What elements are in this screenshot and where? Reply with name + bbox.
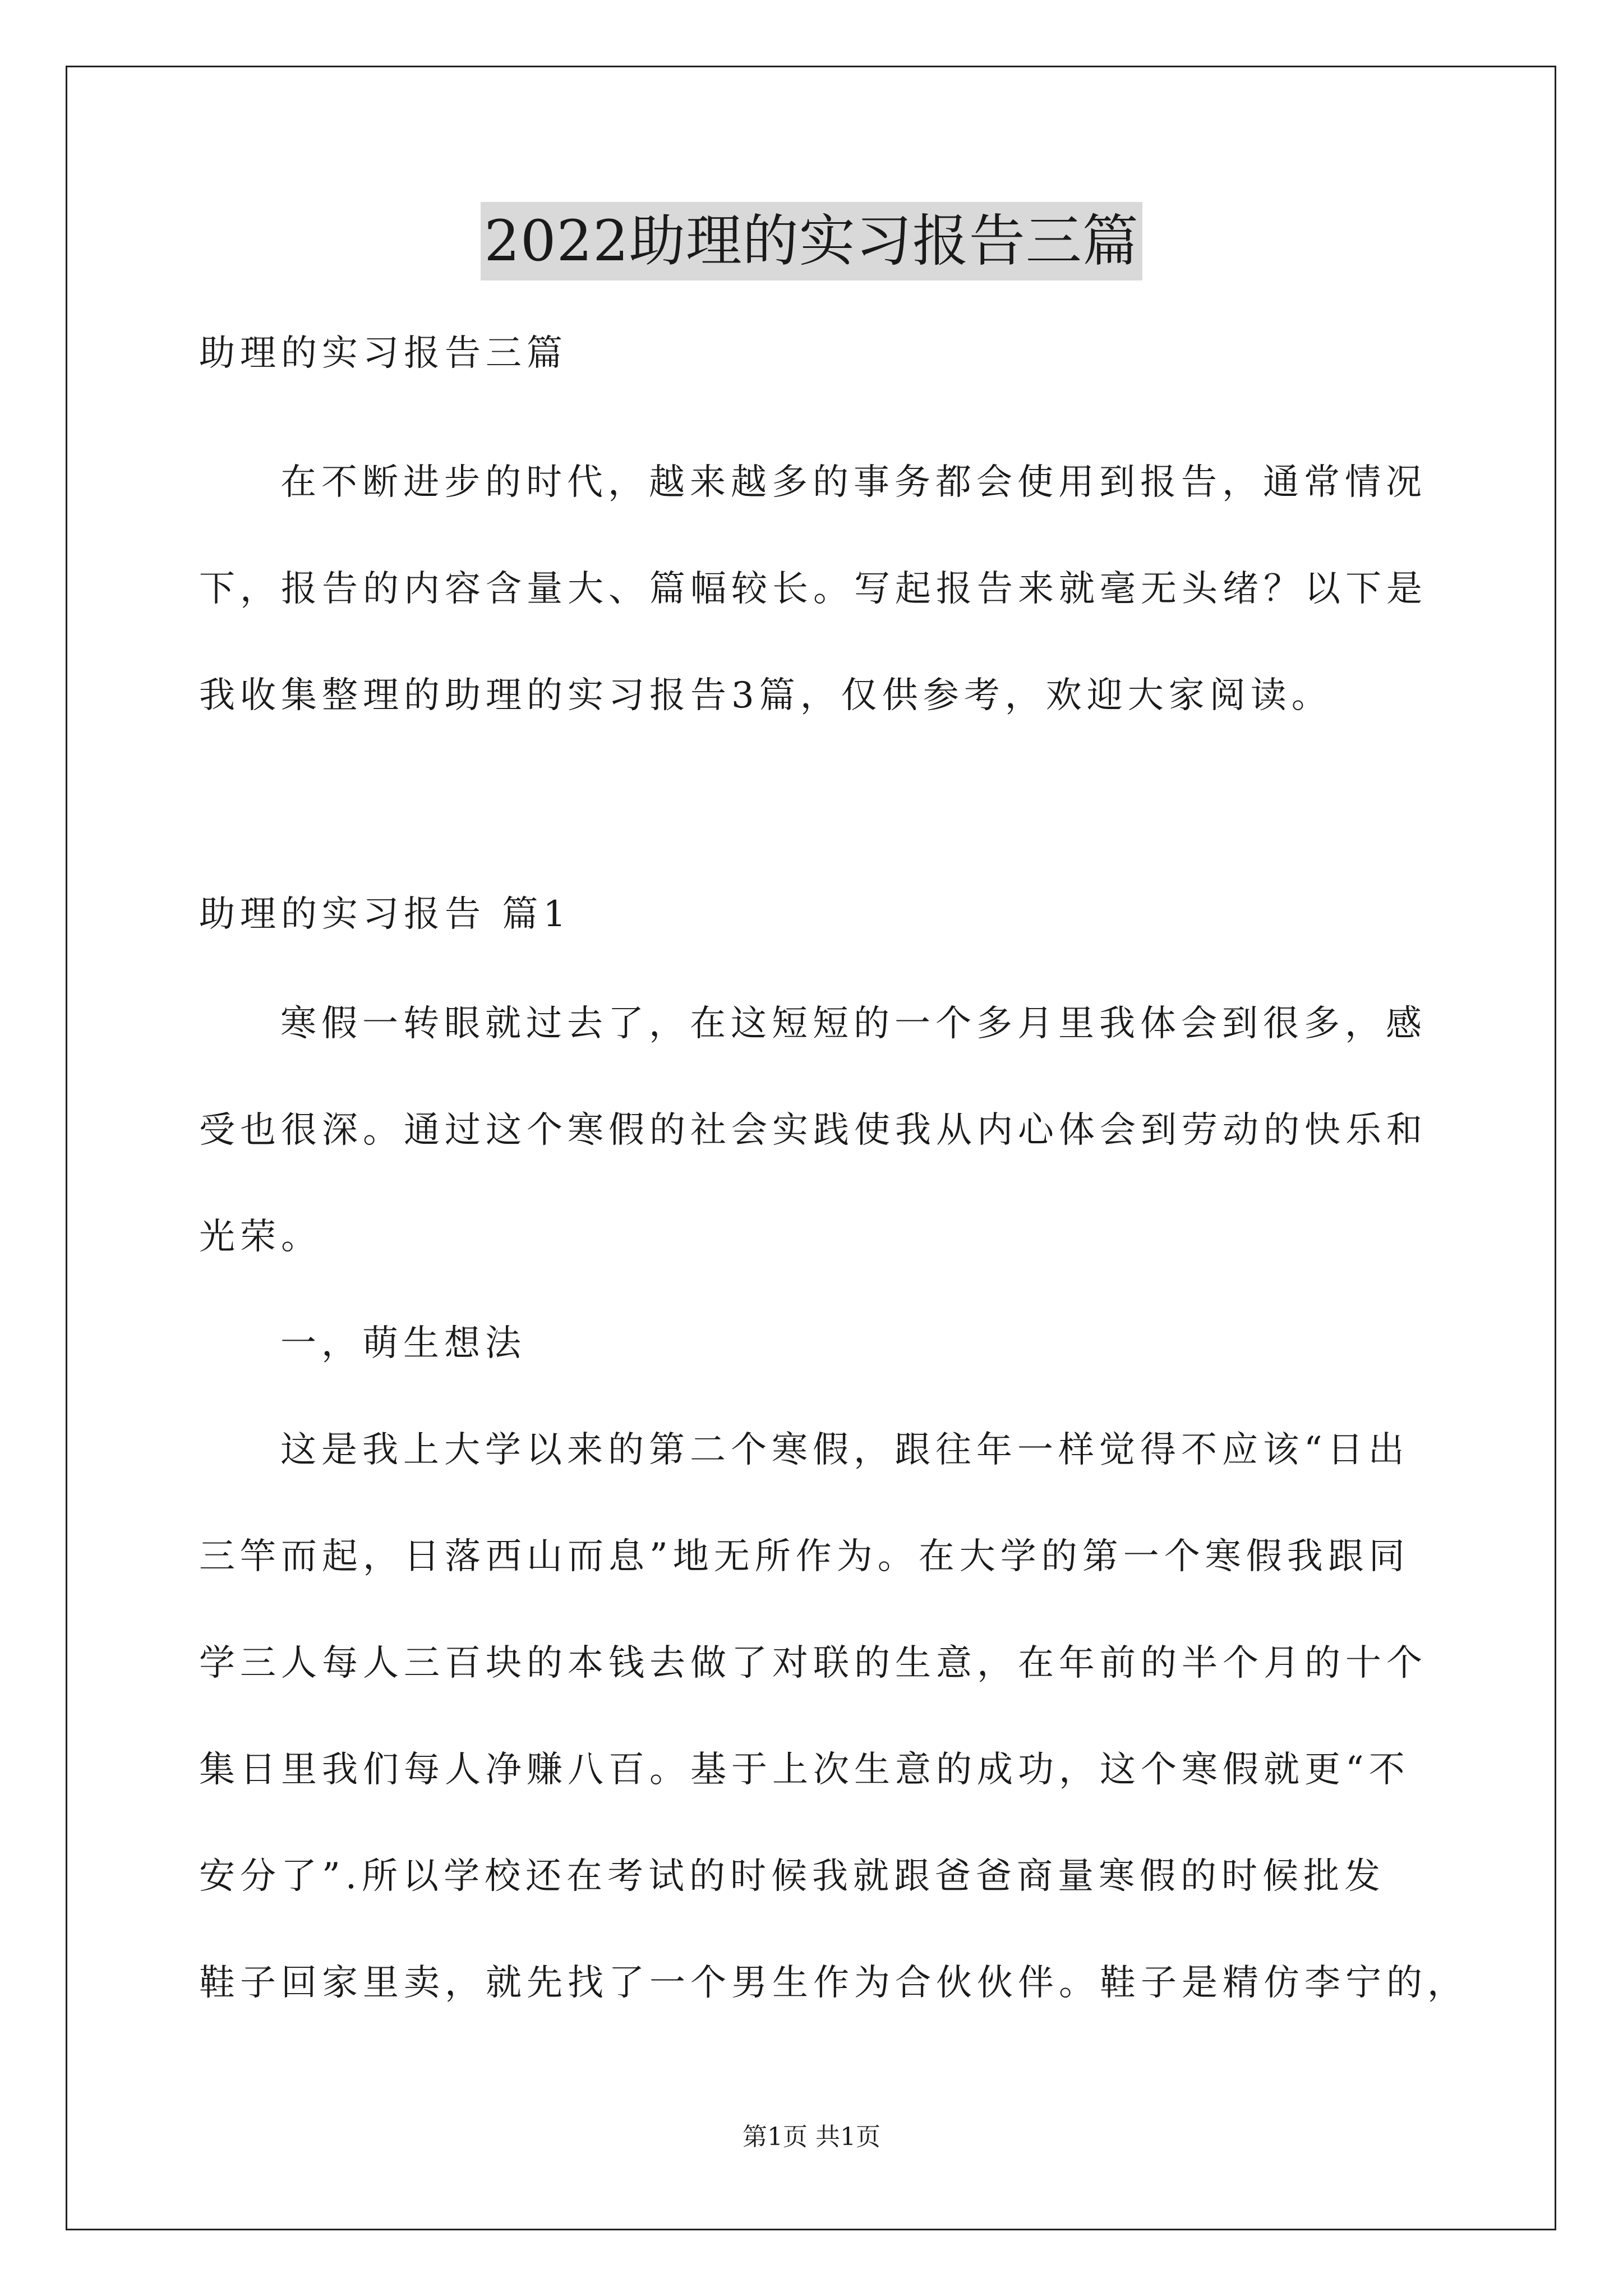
body-line-6: 鞋子回家里卖，就先找了一个男生作为合伙伙伴。鞋子是精仿李宁的， <box>199 1962 1468 2004</box>
body-line-2: 三竿而起，日落西山而息”地无所作为。在大学的第一个寒假我跟同 <box>199 1536 1410 1577</box>
title-container <box>0 202 1623 280</box>
section-line-2: 受也很深。通过这个寒假的社会实践使我从内心体会到劳动的快乐和 <box>199 1110 1427 1151</box>
document-title: 2022助理的实习报告三篇 <box>481 202 1142 280</box>
section-line-3: 光荣。 <box>199 1216 322 1258</box>
intro-line-2: 下，报告的内容含量大、篇幅较长。写起报告来就毫无头绪？以下是 <box>199 568 1427 610</box>
intro-line-3: 我收集整理的助理的实习报告3篇，仅供参考，欢迎大家阅读。 <box>199 675 1332 716</box>
page-footer: 第1页 共1页 <box>743 2123 880 2151</box>
subheading: 一，萌生想法 <box>280 1323 526 1364</box>
body-line-3: 学三人每人三百块的本钱去做了对联的生意，在年前的半个月的十个 <box>199 1642 1427 1684</box>
intro-line-1: 在不断进步的时代，越来越多的事务都会使用到报告，通常情况 <box>280 462 1427 503</box>
body-line-5: 安分了”.所以学校还在考试的时候我就跟爸爸商量寒假的时候批发 <box>199 1856 1386 1897</box>
body-line-4: 集日里我们每人净赚八百。基于上次生意的成功，这个寒假就更“不 <box>199 1749 1410 1791</box>
section-line-1: 寒假一转眼就过去了，在这短短的一个多月里我体会到很多，感 <box>280 1003 1427 1045</box>
section-heading: 助理的实习报告 篇1 <box>199 894 571 935</box>
document-subtitle: 助理的实习报告三篇 <box>199 333 568 374</box>
body-line-1: 这是我上大学以来的第二个寒假，跟往年一样觉得不应该“日出 <box>280 1429 1409 1471</box>
